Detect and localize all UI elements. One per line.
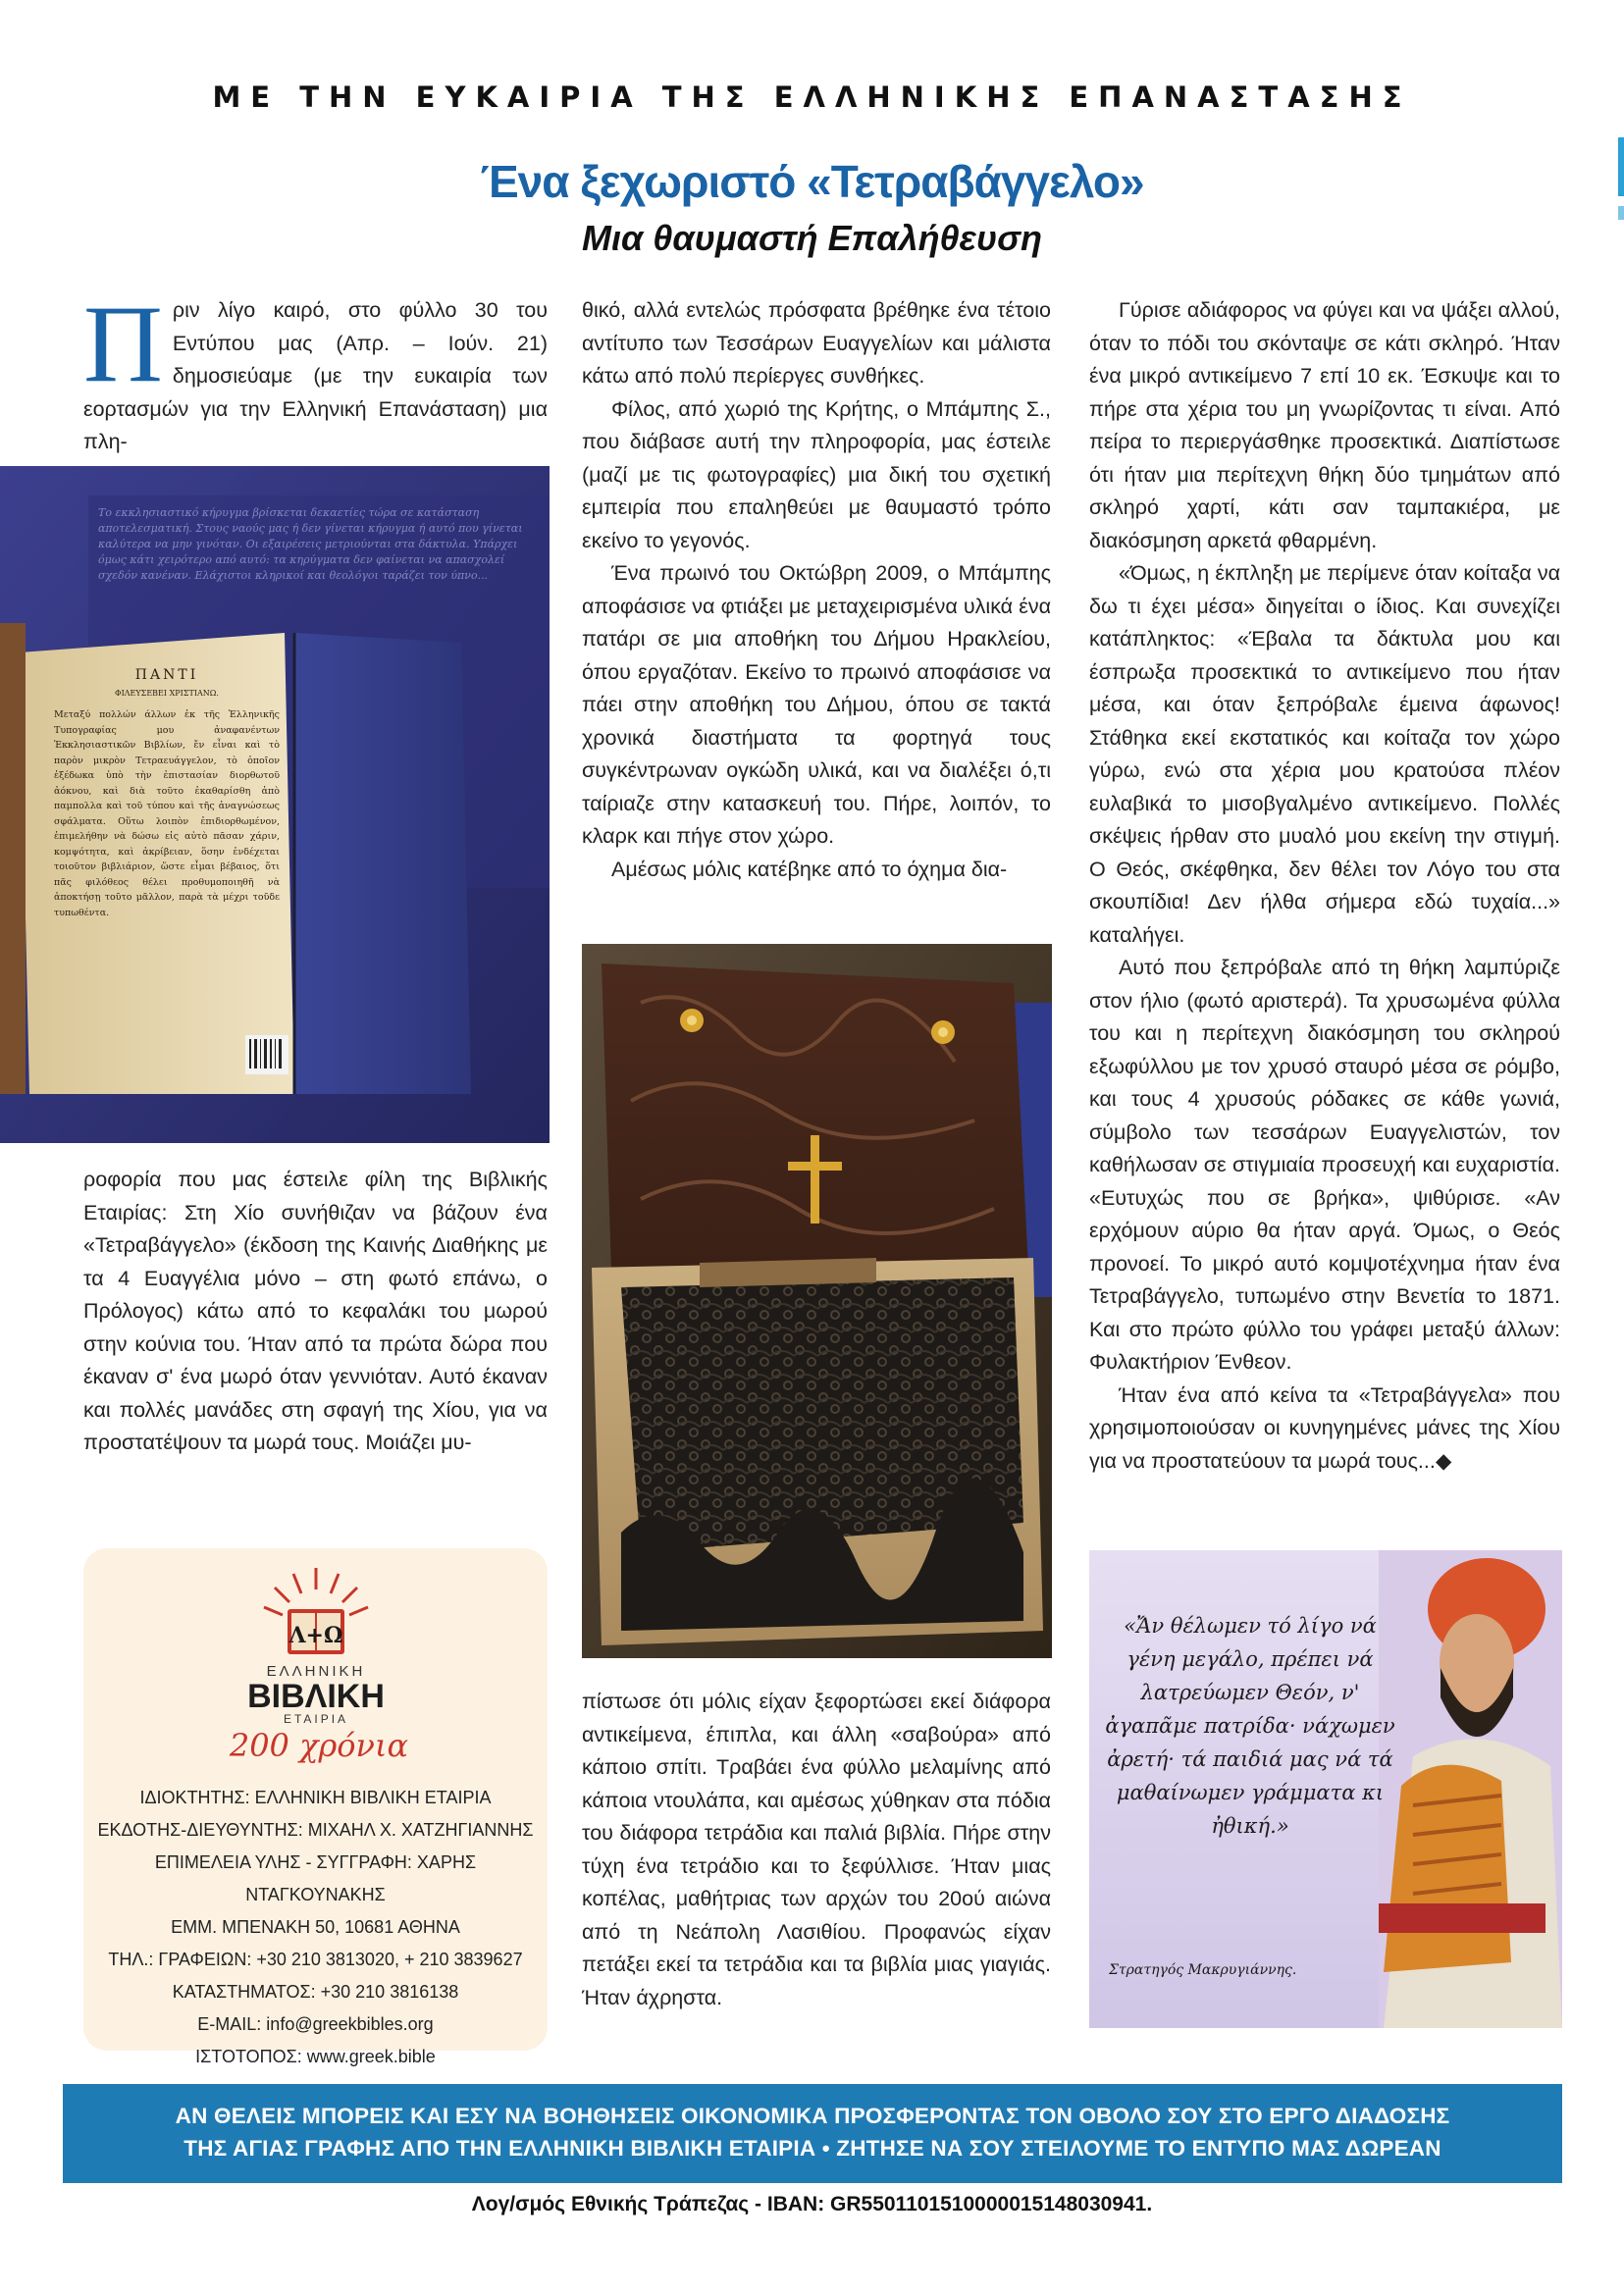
column-3: [1089, 294, 1560, 1478]
paragraph: θικό, αλλά εντελώς πρόσφατα βρέθηκε ένα τέτοιο αντίτυπο των Τεσσάρων Ευαγγελίων και μάλιστα κάτω από πολύ περίεργες συνθήκες.: [582, 298, 1051, 388]
publisher-info-box: [83, 1548, 548, 2066]
paragraph: ροφορία που μας έστειλε φίλη της Βιβλικής Εταιρίας: Στη Χίο συνήθιζαν να βάζουν ένα «Τετραβάγγελο» (έκδοση της Καινής Διαθήκης με τα 4 Ευαγγέλια μόνο – στη φωτό επάνω, ο Πρόλογος) κάτω από το κεφαλάκι του μωρού στην κούνια του. Ήταν από τα πρώτα δώρα που έκαναν σ' ένα μωρό όταν γεννιόταν. Αυτό έκαναν και πολλές μανάδες στη σφαγή της Χίου, για να προστατέψουν τα μωρά τους. Μοιάζει μυ-: [83, 1168, 548, 1454]
quote-text: «Ἄν θέλωμεν τό λίγο νά γένη μεγάλο, πρέπει νά λατρεύωμεν Θεόν, ν' ἀγαπᾶμε πατρίδα· νάχωμεν ἀρετή· τά παιδιά μας νά τά μαθαίνωμεν γράμματα κι ἠθική.»: [1105, 1614, 1395, 1838]
paragraph: Αμέσως μόλις κατέβηκε από το όχημα δια-: [611, 857, 1008, 881]
publisher-detail-line: ΤΗΛ.: ΓΡΑΦΕΙΩΝ: +30 210 3813020, + 210 3839627: [108, 1950, 523, 1969]
book-page-heading: ΠΑΝΤΙ: [134, 667, 199, 683]
bank-iban: Λογ/σμός Εθνικής Τράπεζας - IBAN: GR5501101510000015148030941.: [471, 2193, 1153, 2215]
book-page-body: Μεταξύ πολλών άλλων ἐκ τῆς Ἑλληνικῆς Τυπογραφίας μου ἀναφανέντων Ἐκκλησιαστικῶν Βιβλίων, ἔν εἶναι καὶ τὸ παρὸν μικρὸν Τετραευάγγελον, τὸ ὁποῖον ἐξέδωκα ὑπὸ τὴν ἐπιστασίαν διορθωτοῦ ἀόκνου, καὶ διὰ τοῦτο ἐκαθαρίσθη ἀπὸ παμπολλα καὶ τοῦ τύπου καὶ τῆς ἀναγνώσεως σφάλματα. Οὕτω λοιπὸν ἐπιδιορθωμένον, ἐπιμελήθην νὰ δώσω εἰς αὐτὸ πᾶσαν χάριν, κομψότητα, καὶ ἀκρίβειαν, ὅσην ἐνδέχεται τοιοῦτον βιβλιάριον, ὥστε εἶμαι βέβαιος, ὅτι πᾶς φιλόθεος θέλει προθυμοποιηθῆ νὰ ἀποκτήσῃ τοῦτο μᾶλλον, παρὰ τὰ μέχρι τοῦδε τυπωθέντα.: [54, 709, 280, 918]
paragraph: Ένα πρωινό του Οκτώβρη 2009, ο Μπάμπης αποφάσισε να φτιάξει με μεταχειρισμένα υλικά ένα πατάρι σε μια αποθήκη του Δήμου Ηρακλείου, όπου εργαζόταν. Εκείνο το πρωινό αποφάσισε να πάει στην αποθήκη του Δήμου, όπου σε τακτά χρονικά διαστήματα τα φορτηγά τους συγκέντρωναν ογκώδη υλικά, και να διαλέξει ό,τι ταίριαζε στην κατασκευή του. Πήρε, λοιπόν, το κλαρκ και πήγε στον χώρο.: [582, 561, 1051, 848]
paragraph: Αυτό που ξεπρόβαλε από τη θήκη λαμπύριζε στον ήλιο (φωτό αριστερά). Τα χρυσωμένα φύλλα του και η περίτεχνη διακόσμηση του σκληρού εξωφύλλου με τον χρυσό σταυρό μέσα σε ρόμβο, και τους 4 χρυσούς ρόδακες σε κάθε γωνιά, σύμβολο των τεσσάρων Ευαγγελιστών, τον καθήλωσαν σε στιγμιαία προσευχή και ευχαριστία. «Ευτυχώς που σε βρήκα», ψιθύρισε. «Αν ερχόμουν αύριο θα ήταν αργά. Όμως, ο Θεός προνοεί. Το μικρό αυτό κομψοτέχνημα ήταν ένα Τετραβάγγελο, τυπωμένο στην Βενετία το 1871. Και στο πρώτο φύλλο του γράφει μεταξύ άλλων: Φυλακτήριον Ένθεον.: [1089, 956, 1560, 1374]
publisher-detail-line: ΕΜΜ. ΜΠΕΝΑΚΗ 50, 10681 ΑΘΗΝΑ: [171, 1917, 460, 1937]
column-1-top: [83, 284, 548, 459]
paragraph: «Όμως, η έκπληξη με περίμενε όταν κοίταξα να δω τι έχει μέσα» διηγείται ο ίδιος. Και συνεχίζει κατάπληκτος: «Έβαλα τα δάκτυλα μου και έσπρωξα προσεκτικά το αντικείμενο που ήταν μέσα, και όταν ξεπρόβαλε έμεινα άφωνος! Στάθηκα εκεί εκστατικός και κοίταζα τον χώρο γύρω, ενώ στα χέρια μου κρατούσα πλέον ευλαβικά το μισοβγαλμένο αντικείμενο. Πολλές σκέψεις ήρθαν στο μυαλό μου εκείνη την στιγμή. Ο Θεός, σκέφθηκα, δεν θέλει τον Λόγο του στα σκουπίδια! Δεν ήλθα σήμερα εδώ τυχαία...» καταλήγει.: [1089, 561, 1560, 947]
publisher-detail-line: ΕΚΔΟΤΗΣ-ΔΙΕΥΘΥΝΤΗΣ: ΜΙΧΑΗΛ Χ. ΧΑΤΖΗΓΙΑΝΝΗΣ: [97, 1820, 534, 1840]
publisher-details: [83, 1782, 548, 2073]
column-2-top: [582, 294, 1051, 886]
logo-line-1: ΕΛΛΗΝΙΚΗ: [266, 1663, 366, 1680]
publisher-detail-line: ΙΔΙΟΚΤΗΤΗΣ: ΕΛΛΗΝΙΚΗ ΒΙΒΛΙΚΗ ΕΤΑΙΡΙΑ: [139, 1788, 492, 1807]
logo-glyph: Λ+Ω: [288, 1623, 343, 1648]
logo-years: 200 χρόνια: [229, 1727, 409, 1764]
paragraph: πίστωσε ότι μόλις είχαν ξεφορτώσει εκεί διάφορα αντικείμενα, έπιπλα, και άλλη «σαβούρα» από κάποιο σπίτι. Τραβάει ένα φύλλο μελαμίνης από κάποια ντουλάπα, και αμέσως χύθηκαν στα πόδια του διάφορα τετράδια και παλιά βιβλία. Πήρε στην τύχη ένα τετράδιο και το ξεφύλλισε. Ήταν μιας κοπέλας, μαθήτριας των αρχών του 20ού αιώνα από τη Νεάπολη Λασιθίου. Προφανώς είχαν πετάξει εκεί τα τετράδια και τα βιβλία μιας γιαγιάς. Ήταν άχρηστα.: [582, 1690, 1051, 2009]
column-2-bottom: [582, 1686, 1051, 2014]
publisher-detail-line: ΚΑΤΑΣΤΗΜΑΤΟΣ: +30 210 3816138: [172, 1982, 459, 2002]
bible-society-logo: [83, 1548, 548, 1774]
article-subtitle: Μια θαυμαστή Επαλήθευση: [581, 218, 1043, 258]
donation-banner: [63, 2084, 1562, 2183]
book-page-subheading: ΦΙΛΕΥΣΕΒΕΙ ΧΡΙΣΤΙΑΝΩ.: [115, 689, 219, 698]
makrygiannis-quote-image: [1089, 1550, 1562, 2028]
publisher-detail-line: ΙΣΤΟΤΟΠΟΣ: www.greek.bible: [195, 2047, 436, 2066]
quote-attribution: Στρατηγός Μακρυγιάννης.: [1109, 1962, 1297, 1978]
book-photo-svg: [0, 466, 550, 1143]
paragraph: Ήταν ένα από κείνα τα «Τετραβάγγελα» που χρησιμοποιούσαν οι κυνηγημένες μάνες της Χίου για να προστατεύουν τα μωρά τους...◆: [1089, 1382, 1560, 1473]
logo-line-2: ΒΙΒΛΙΚΗ: [247, 1678, 385, 1715]
paragraph: Φίλος, από χωριό της Κρήτης, ο Μπάμπης Σ., που διάβασε αυτή την πληροφορία, μας έστειλε (μαζί με τις φωτογραφίες) μια δική του σχετική εμπειρία που επαληθεύει με θαυμαστό τρόπο εκείνο το γεγονός.: [582, 396, 1051, 552]
photo-ornate-case: [582, 944, 1052, 1658]
photo-open-tetravangelo: [0, 466, 550, 1143]
section-kicker: ΜΕ ΤΗΝ ΕΥΚΑΙΡΙΑ ΤΗΣ ΕΛΛΗΝΙΚΗΣ ΕΠΑΝΑΣΤΑΣΗΣ: [212, 80, 1412, 114]
background-printed-text: Το εκκλησιαστικό κήρυγμα βρίσκεται δεκαετίες τώρα σε κατάσταση αποτελεσματική. Στους ναούς μας ή δεν γίνεται κήρυγμα ή αυτό που γίνεται καλύτερα να μην γινόταν. Οι εξαιρέσεις μετριούνται στα δάκτυλα. Υπάρχει όμως κάτι χειρότερο από αυτό: τα κηρύγματα δεν φαίνεται να απασχολεί σχεδόν κανέναν. Ελάχιστοι κληρικοί και θεολόγοι ταράζει τον ύπνο...: [98, 506, 523, 582]
banner-line-1: ΑΝ ΘΕΛΕΙΣ ΜΠΟΡΕΙΣ ΚΑΙ ΕΣΥ ΝΑ ΒΟΗΘΗΣΕΙΣ ΟΙΚΟΝΟΜΙΚΑ ΠΡΟΣΦΕΡΟΝΤΑΣ ΤΟΝ ΟΒΟΛΟ ΣΟΥ ΣΤΟ ΕΡΓΟ ΔΙΑΔΟΣΗΣ: [175, 2104, 1450, 2128]
banner-line-2: ΤΗΣ ΑΓΙΑΣ ΓΡΑΦΗΣ ΑΠΟ ΤΗΝ ΕΛΛΗΝΙΚΗ ΒΙΒΛΙΚΗ ΕΤΑΙΡΙΑ • ΖΗΤΗΣΕ ΝΑ ΣΟΥ ΣΤΕΙΛΟΥΜΕ ΤΟ ΕΝΤΥΠΟ ΜΑΣ ΔΩΡΕΑΝ: [183, 2136, 1441, 2161]
quote-image-svg: [1089, 1550, 1562, 2028]
publisher-detail-line: E-MAIL: info@greekbibles.org: [197, 2014, 434, 2034]
paragraph: Γύρισε αδιάφορος να φύγει και να ψάξει αλλού, όταν το πόδι του σκόνταψε σε κάτι σκληρό. Ήταν ένα μικρό αντικείμενο 7 επί 10 εκ. Έσκυψε και το πήρε στα χέρια του μη γνωρίζοντας τι είναι. Από πείρα το περιεργάσθηκε προσεκτικά. Διαπίστωσε ότι ήταν μια περίτεχνη θήκη δύο τμημάτων από σκληρό χαρτί, κάτι σαν ταμπακιέρα, με διακόσμηση αρκετά φθαρμένη.: [1089, 298, 1560, 552]
article-title: Ένα ξεχωριστό «Τετραβάγγελο»: [480, 156, 1144, 207]
sunburst-icon: [264, 1568, 368, 1615]
logo-line-3: ΕΤΑΙΡΙΑ: [283, 1712, 349, 1726]
column-1-bottom: [83, 1164, 548, 1460]
drop-cap: Π: [83, 284, 163, 405]
publisher-detail-line: ΕΠΙΜΕΛΕΙΑ ΥΛΗΣ - ΣΥΓΓΡΑΦΗ: ΧΑΡΗΣ ΝΤΑΓΚΟΥΝΑΚΗΣ: [154, 1852, 477, 1904]
case-photo-svg: [582, 944, 1052, 1658]
paragraph: ριν λίγο καιρό, στο φύλλο 30 του Εντύπου μας (Απρ. – Ιούν. 21) δημοσιεύαμε (με την ευκαιρία των εορτασμών για την Ελληνική Επανάσταση) μια πλη-: [83, 298, 548, 453]
